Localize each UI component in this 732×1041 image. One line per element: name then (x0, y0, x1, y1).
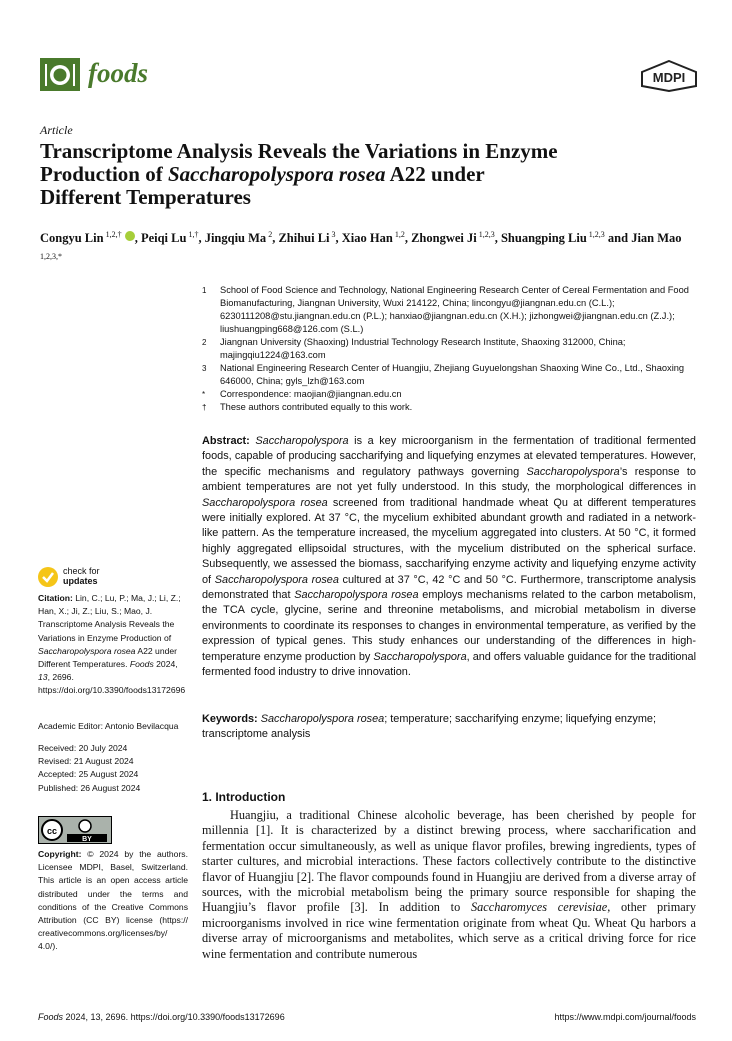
citation (38, 592, 188, 698)
affiliation-text: National Engineering Research Center of Huangjiu, Zhejiang Guyuelongshan Shaoxing Wine Co., Ltd., Shaoxing 646000, China; gyls_lzh@163.com (220, 363, 685, 386)
author-name: Congyu Lin (40, 231, 104, 246)
date-accepted: Accepted: 25 August 2024 (38, 769, 139, 780)
author-name: Shuangping Liu (500, 231, 587, 246)
italic-text: Saccharopolyspora (255, 435, 349, 447)
affiliation-text: Jiangnan University (Shaoxing) Industrial Technology Research Institute, Shaoxing 312000, China; majingqiu1224@163.com (220, 337, 626, 360)
affiliation-mark: * (202, 390, 206, 399)
text-run: A22 under Different Temperatures. (38, 645, 178, 670)
affiliation-text: School of Food Science and Technology, National Engineering Research Center of Cereal Fermentation and Food Biomanufacturing, Jiangnan University, Wuxi 214122, China; lincongyu@jiangnan.edu.cn (C.L.); 6230111208@stu.jiangnan.edu.cn (P.L.); hanxiao@jiangnan.edu.cn (X.H.); jizhongwei@jiangnan.edu.cn (Z.J.); liushuangping668@126.com (S.L.) (220, 285, 689, 334)
author-name: Peiqi Lu (140, 231, 187, 246)
checkmark-icon (38, 567, 58, 587)
author-affiliation-marks: 1,2,3,* (40, 252, 62, 262)
section-heading: 1. Introduction (202, 790, 286, 804)
publisher-name: MDPI (652, 70, 686, 85)
author-affiliation-marks: 1,2,3 (476, 230, 495, 239)
text-run: 2024, (153, 659, 178, 670)
check-line-2: updates (63, 576, 98, 586)
text-run: , 2696. https://doi.org/10.3390/foods13172696 (38, 672, 186, 696)
author-name: Zhongwei Ji (411, 231, 477, 246)
author-affiliation-marks: 1,† (186, 230, 199, 239)
article-title (40, 140, 680, 209)
academic-editor: Academic Editor: Antonio Bevilacqua (38, 721, 179, 731)
text-run: , other primary microorganisms involved in rice wine fermentation originate from wheat Qu. Wheat Qu harbors a diverse array of microorganisms and metabolites, which serve as a critical driving force for rice wine fermentation and contribute numerous (202, 900, 696, 961)
citation-label: Citation: (38, 593, 73, 603)
affiliation-item (202, 336, 702, 362)
title-line-3: Different Temperatures (40, 185, 251, 209)
text-run: screened from traditional handmade wheat Qu at different temperatures were initially explored. At 37 °C, the mycelium exhibited abundant growth and radiated in a network-like pattern. As the temperature increased, the mycelium aggregated into clusters. At 50 °C, it formed highly aggregated ellipsoidal structures, with the mycelium distributed on the spherical surface. Subsequently, we assessed the biomass, saccharifying enzyme activity and liquefying enzyme activity of (202, 496, 696, 586)
italic-text: Saccharopolyspora rosea (202, 496, 328, 509)
italic-text: Foods (129, 659, 154, 670)
text-run: cultured at 37 °C, 42 °C and 50 °C. Furthermore, transcriptome analysis demonstrated that (202, 573, 697, 602)
orcid-icon[interactable] (125, 231, 135, 241)
keywords-label: Keywords: (202, 713, 258, 725)
svg-text:cc: cc (46, 826, 58, 836)
author-name: Jian Mao (631, 231, 682, 246)
author[interactable] (141, 231, 199, 245)
history-dates (38, 742, 188, 795)
author[interactable] (501, 231, 605, 245)
author-affiliation-marks: 1,2,3 (586, 230, 605, 239)
journal-name: foods (88, 58, 148, 88)
title-text: A22 under (385, 162, 485, 186)
author[interactable] (278, 231, 335, 245)
footer-journal: Foods (38, 1012, 64, 1022)
affiliation-item (202, 284, 702, 336)
italic-text: Saccharopolyspora rosea (38, 645, 136, 656)
date-received: Received: 20 July 2024 (38, 743, 128, 753)
italic-text: Saccharopolyspora rosea (260, 713, 385, 725)
author-name: Xiao Han (341, 231, 393, 246)
affiliations (202, 284, 702, 414)
author-affiliation-marks: 3 (329, 230, 336, 239)
check-for-updates-text (63, 566, 133, 586)
italic-text: Saccharomyces cerevisiae (471, 900, 608, 915)
author[interactable] (205, 231, 272, 245)
copyright-label: Copyright: (38, 849, 82, 859)
abstract-label: Abstract: (202, 435, 250, 447)
affiliation-mark: 3 (202, 364, 207, 373)
copyright-text: © 2024 by the authors. Licensee MDPI, Basel, Switzerland. This article is an open access article distributed under the terms and conditions of the Creative Commons Attribution (CC BY) license (https:// creativecommons.org/licenses/by/ 4.0/). (38, 849, 188, 952)
italic-text: Saccharopolyspora (373, 650, 467, 663)
title-line-2 (40, 163, 680, 186)
affiliation-mark: † (202, 403, 207, 412)
copyright (38, 848, 188, 954)
abstract-text (202, 435, 696, 678)
text-run: Lin, C.; Lu, P.; Ma, J.; Li, Z.; Han, X.; Ji, Z.; Liu, S.; Mao, J. Transcriptome Analysis Reveals the Variations in Enzyme Production of (38, 593, 181, 643)
author[interactable] (40, 231, 135, 245)
text-run: Huangjiu, a traditional Chinese alcoholic beverage, has been cherished by people for millennia [1]. It is characterized by a distinct brewing process, where saccharification and fermentation occur simultaneously, as well as unique flavor profiles, brewing ingredients, types of starter cultures, and microbial interactions. These factors collectively contribute to the distinctive flavor of Huangjiu [2]. The flavor compounds found in Huangjiu are derived from a diverse array of sources, with the microbial metabolism being the primary source responsible for shaping the Huangjiu’s flavor profile [3]. In addition to (202, 808, 696, 915)
text-run: ’s response to ambient temperatures are not yet fully understood. In this study, the morphological differences in (202, 465, 696, 494)
footer-doi: 2024, 13, 2696. https://doi.org/10.3390/foods13172696 (63, 1012, 285, 1022)
text-run: is a key microorganism in the fermentation of traditional fermented foods, capable of producing saccharifying and liquefying enzymes at elevated temperatures. However, the specific mechanisms and regulatory pathways governing (202, 435, 696, 478)
author[interactable] (411, 231, 495, 245)
affiliation-item (202, 401, 702, 414)
check-line-1: check for (63, 566, 100, 576)
keywords (202, 712, 696, 743)
title-line-1: Transcriptome Analysis Reveals the Variations in Enzyme (40, 139, 558, 163)
author[interactable] (342, 231, 405, 245)
affiliation-text: These authors contributed equally to this work. (220, 402, 413, 412)
author-affiliation-marks: 1,2 (392, 230, 405, 239)
abstract (202, 434, 696, 681)
keywords-text (202, 713, 656, 740)
mdpi-logo-icon (640, 60, 698, 92)
date-revised: Revised: 21 August 2024 (38, 756, 134, 767)
text-run: , and offers valuable guidance for the traditional fermented food industry to drive innovation. (202, 650, 696, 679)
affiliation-item (202, 388, 702, 401)
text-run: employs mechanisms related to the carbon metabolism, the TCA cycle, glycine, serine and threonine metabolisms, and microbial metabolism in diverse environments to coordinate its responses to changes in environmental temperature, as verified by the expression of typical genes. This study enhances our understanding of the differences in high-temperature enzyme production by (202, 589, 697, 663)
introduction-text (202, 808, 696, 962)
text-run: ; temperature; saccharifying enzyme; liquefying enzyme; transcriptome analysis (202, 713, 657, 741)
footer-citation (38, 1012, 285, 1022)
italic-text: Saccharopolyspora (526, 465, 620, 478)
citation-text (38, 593, 185, 695)
author-name: Jingqiu Ma (204, 231, 267, 246)
title-species: Saccharopolyspora rosea (167, 162, 386, 186)
author-affiliation-marks: 1,2,† (103, 230, 122, 239)
italic-text: Saccharopolyspora rosea (294, 589, 419, 602)
author-list: Congyu Lin $^{1,2,\dagger}$ , Peiqi Lu $^{1,\dagger}$, Jingqiu Ma $^2$, Zhihui Li $^3$, Xiao Han $^{1,2}$, Zhongwei Ji $^{1,2,3}$, Shuangping Liu $^{1,2,3}$ and Jian Mao $^{1,2,3,*}$ (40, 226, 700, 269)
italic-text: Saccharopolyspora rosea (214, 573, 339, 586)
italic-text: 13 (38, 672, 48, 683)
affiliation-text: Correspondence: maojian@jiangnan.edu.cn (220, 389, 402, 399)
cc-by-label: BY (82, 836, 92, 843)
affiliation-item (202, 362, 702, 388)
author-affiliation-marks: 2 (266, 230, 273, 239)
footer-journal-url[interactable]: https://www.mdpi.com/journal/foods (554, 1012, 696, 1022)
affiliation-mark: 2 (202, 338, 207, 347)
article-type: Article (40, 123, 73, 137)
date-published: Published: 26 August 2024 (38, 782, 141, 793)
title-text: Production of (40, 162, 168, 186)
author-name: Zhihui Li (278, 231, 330, 246)
affiliation-mark: 1 (202, 286, 207, 295)
cc-by-license-icon[interactable] (38, 816, 112, 844)
foods-logo-icon (40, 58, 80, 91)
